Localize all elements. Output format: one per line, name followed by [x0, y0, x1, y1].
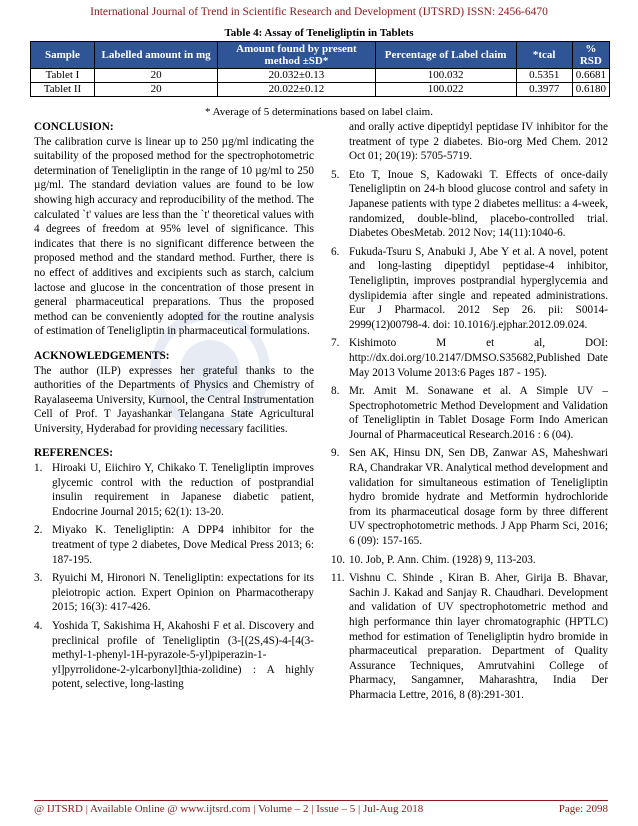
reference-item: 9. Sen AK, Hinsu DN, Sen DB, Zanwar AS, Maheshwari RA, Chandrakar VR. Analytical method development and validation for simultaneous estimation of Teneligliptin hydro bromide hydrate and Metformin hydrochloride from its pharmaceutical dosage form by three different UV spectrophotometric methods. J App Pharm Sci, 2016; 6 (09): 157-165. — [331, 447, 608, 548]
reference-item: 10. 10. Job, P. Ann. Chim. (1928) 9, 113-203. — [331, 553, 536, 566]
acknowledgements-text: The author (ILP) expresses her grateful thanks to the authorities of the Departments of Physics and Chemistry of Rayalaseema University, Kurnool, the Central Instrumentation Cell of Prof. T Jayashankar Telangana State Agricultural University, Hyderabad for providing necessary facilities. — [34, 364, 314, 435]
table-cell: 20 — [94, 83, 217, 97]
reference-continuation: and orally active dipeptidyl peptidase IV inhibitor for the treatment of type 2 diabetes. Bio-org Med Chem. 2012 Oct 01; 20(19): 5705-5719. — [349, 121, 608, 163]
table-cell: Tablet II — [31, 83, 95, 97]
references-heading: REFERENCES: — [34, 447, 113, 460]
reference-item: 5. Eto T, Inoue S, Kadowaki T. Effects of once-daily Teneligliptin on 24-h blood glucose control and safety in Japanese patients with type 2 diabetes mellitus: a 4-week, randomized, double-blind, placebo-controlled trial. Diabetes ObesMetab. 2012 Nov; 14(11):1040-6. — [331, 168, 608, 240]
col-header: Sample — [31, 42, 95, 69]
table-cell: 0.3977 — [516, 83, 572, 97]
conclusion-heading: CONCLUSION: — [34, 121, 114, 133]
reference-item: 2. Miyako K. Teneligliptin: A DPP4 inhibitor for the treatment of type 2 diabetes, Dove Medical Press 2013; 6: 187-195. — [34, 524, 314, 566]
table-cell: 20 — [94, 69, 217, 83]
table-cell: 0.6681 — [572, 69, 609, 83]
table-header-row — [31, 42, 610, 69]
reference-item: 11. Vishnu C. Shinde , Kiran B. Aher, Girija B. Bhavar, Sachin J. Kakad and Sanjay R. Chaudhari. Development and validation of UV spectrophotometric method and high performance thin layer chromatographic (HPTLC) method for estimation of Teneligliptin hydro bromide in pharmaceutical preparation. Department of Quality Assurance Techniques, Amrutvahini College of Pharmacy, Sangamner, Maharashtra, India Der Pharmacia Lettre, 2016, 8 (8):291-301. — [331, 572, 608, 701]
reference-item: 3. Ryuichi M, Hironori N. Teneligliptin: expectations for its pleiotropic action. Expert Opinion on Pharmacotherapy 2015; 16(3): 417-426. — [34, 572, 314, 614]
footer-info: @ IJTSRD | Available Online @ www.ijtsrd.com | Volume – 2 | Issue – 5 | Jul-Aug 2018 — [34, 803, 424, 815]
table-cell: 20.022±0.12 — [218, 83, 375, 97]
reference-item: 6. Fukuda-Tsuru S, Anabuki J, Abe Y et al. A novel, potent and long-lasting dipeptidyl peptidase-4 inhibitor, Teneligliptin, improves postprandial hyperglycemia and dyslipidemia after single and repeated administrations. Eur J Pharmacol. 2012 Sep 26. pii: S0014-2999(12)00798-4. doi: 10.1016/j.ejphar.2012.09.024. — [331, 245, 608, 331]
table-row — [31, 83, 610, 97]
right-column — [331, 120, 608, 707]
reference-item: 8. Mr. Amit M. Sonawane et al. A Simple UV – Spectrophotometric Method Development and Validation of Teneligliptin in Tablet Dosage Form Indo American Journal of Pharmaceutical Research.2016 : 6 (04). — [331, 385, 608, 441]
table-title: Table 4: Assay of Teneligliptin in Tablets — [224, 27, 414, 39]
table-row — [31, 69, 610, 83]
table-cell: Tablet I — [31, 69, 95, 83]
col-header: *tcal — [516, 42, 572, 69]
journal-header: International Journal of Trend in Scientific Research and Development (IJTSRD) ISSN: 2456-6470 — [90, 6, 548, 18]
reference-item: 1. Hiroaki U, Eiichiro Y, Chikako T. Teneligliptin improves glycemic control with the reduction of postprandial insulin requirement in Japanese diabetic patient, Endocrine Journal 2015; 62(1): 13-20. — [34, 462, 314, 518]
reference-item: 7. Kishimoto M et al, DOI: http://dx.doi.org/10.2147/DMSO.S35682,Published Date May 2013 Volume 2013:6 Pages 187 - 195). — [331, 337, 608, 379]
assay-table — [30, 41, 610, 97]
left-column — [34, 120, 314, 696]
table-cell: 100.022 — [375, 83, 516, 97]
col-header: Labelled amount in mg — [94, 42, 217, 69]
table-footnote: * Average of 5 determinations based on label claim. — [205, 106, 433, 118]
table-cell: 20.032±0.13 — [218, 69, 375, 83]
col-header: % RSD — [572, 42, 609, 69]
reference-item: 4. Yoshida T, Sakishima H, Akahoshi F et al. Discovery and preclinical profile of Teneligliptin (3-[(2S,4S)-4-[4(3-methyl-1-phenyl-1H-pyrazole-5-yl)piperazin-1-yl]pyrrolidone-2-ylcarbonyl]thia-zolidine) : A highly potent, selective, long-lasting — [34, 620, 314, 691]
page-number: Page: 2098 — [558, 803, 608, 815]
references-list-left — [34, 461, 314, 692]
table-cell: 0.6180 — [572, 83, 609, 97]
page-footer — [34, 800, 608, 815]
col-header: Amount found by present method ±SD* — [218, 42, 375, 69]
acknowledgements-heading: ACKNOWLEDGEMENTS: — [34, 349, 170, 362]
conclusion-text: The calibration curve is linear up to 250 µg/ml indicating the suitability of the proposed method for the spectrophotometric determination of Teneligliptin in the range of 10 µg/ml to 250 µg/ml. The standard deviation values are found to be low showing high accuracy and reproducibility of the method. The calculated `t' values are less than the `t' theoretical values with 4 degrees of freedom at 95% level of significance. This indicates that there is no significant difference between the proposed method and the standard method. Further, there is no effect of additives and excipients such as starch, calcium lactose and glucose in the concentration of those present in general pharmaceutical preparations. Thus the proposed method can be conveniently adopted for the routine analysis of estimation of Teneligliptin in pharmaceutical formulations. — [34, 135, 314, 338]
col-header: Percentage of Label claim — [375, 42, 516, 69]
table-cell: 0.5351 — [516, 69, 572, 83]
table-cell: 100.032 — [375, 69, 516, 83]
references-list-right — [331, 120, 608, 703]
